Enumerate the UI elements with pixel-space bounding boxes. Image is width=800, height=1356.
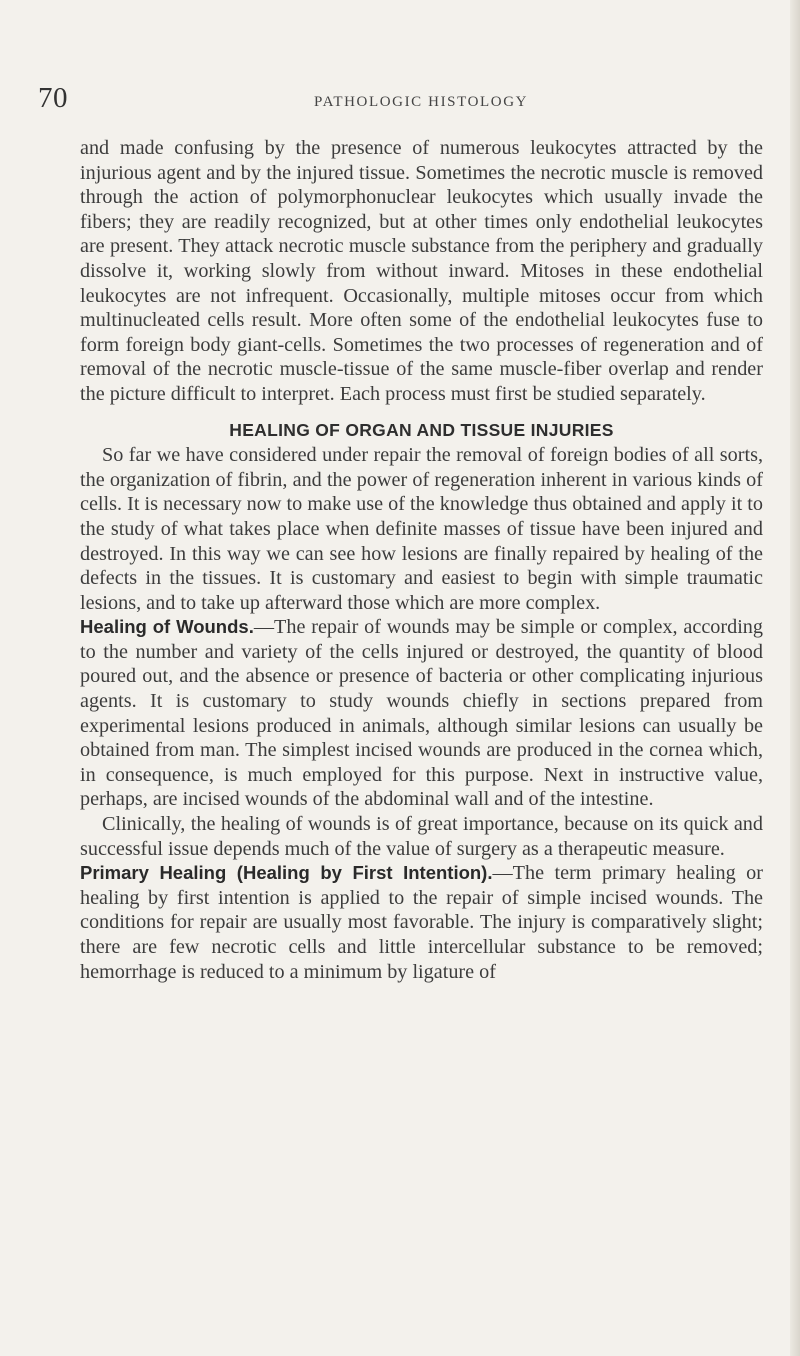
page-number: 70 [38,82,68,114]
paragraph-intro: So far we have considered under repair the removal of foreign bodies of all sorts, the organization of fibrin, and the power of regeneration inherent in various kinds of cells. It is necessary now to make use of the knowledge thus obtained and apply it to the study of what takes place when definite masses of tissue have been injured and destroyed. In this way we can see how lesions are finally repaired by healing of the defects in the tissues. It is customary and easiest to begin with simple traumatic lesions, and to take up afterward those which are more complex. [80,444,763,614]
paragraph-clinically: Clinically, the healing of wounds is of great importance, because on its quick and successful issue depends much of the value of surgery as a therapeutic measure. [80,813,763,860]
page-edge-shadow [790,0,800,1356]
run-in-heading-primary-healing: Primary Healing (Healing by First Intention). [80,862,493,884]
paragraph-healing-of-wounds [80,615,763,812]
paragraph-primary-healing [80,861,763,984]
run-in-heading-healing-of-wounds: Healing of Wounds. [80,616,254,638]
body-text [80,136,763,984]
page-header [0,82,800,118]
paragraph-continuation: and made confusing by the presence of numerous leukocytes attracted by the injurious agent and by the injured tissue. Sometimes the necrotic muscle is removed through the action of polymorphonuclear leukocytes which usually invade the fibers; they are readily recognized, but at other times only endothelial leukocytes are present. They attack necrotic muscle substance from the periphery and gradually dissolve it, working slowly from without inward. Mitoses in these endothelial leukocytes are not infrequent. Occasionally, multiple mitoses occur from which multinucleated cells result. More often some of the endothelial leukocytes fuse to form foreign body giant-cells. Sometimes the two processes of regeneration and of removal of the necrotic muscle-tissue of the same muscle-fiber overlap and render the picture difficult to interpret. Each process must first be studied separately. [80,137,763,405]
paragraph-primary-healing-text: —The term primary healing or healing by first intention is applied to the repair of simple incised wounds. The conditions for repair are usually most favorable. The injury is comparatively slight; there are few necrotic cells and little intercellular substance to be removed; hemorrhage is reduced to a minimum by ligature of [80,862,763,983]
running-head: PATHOLOGIC HISTOLOGY [314,94,529,110]
paragraph-healing-of-wounds-text: —The repair of wounds may be simple or complex, according to the number and variety of the cells injured or destroyed, the quantity of blood poured out, and the absence or presence of bacteria or other complicating injurious agents. It is customary to study wounds chiefly in sections prepared from experimental lesions produced in animals, although similar lesions can usually be obtained from man. The simplest incised wounds are produced in the cornea which, in consequence, is much employed for this purpose. Next in instructive value, perhaps, are incised wounds of the abdominal wall and of the intestine. [80,616,763,811]
section-heading: HEALING OF ORGAN AND TISSUE INJURIES [229,419,614,440]
